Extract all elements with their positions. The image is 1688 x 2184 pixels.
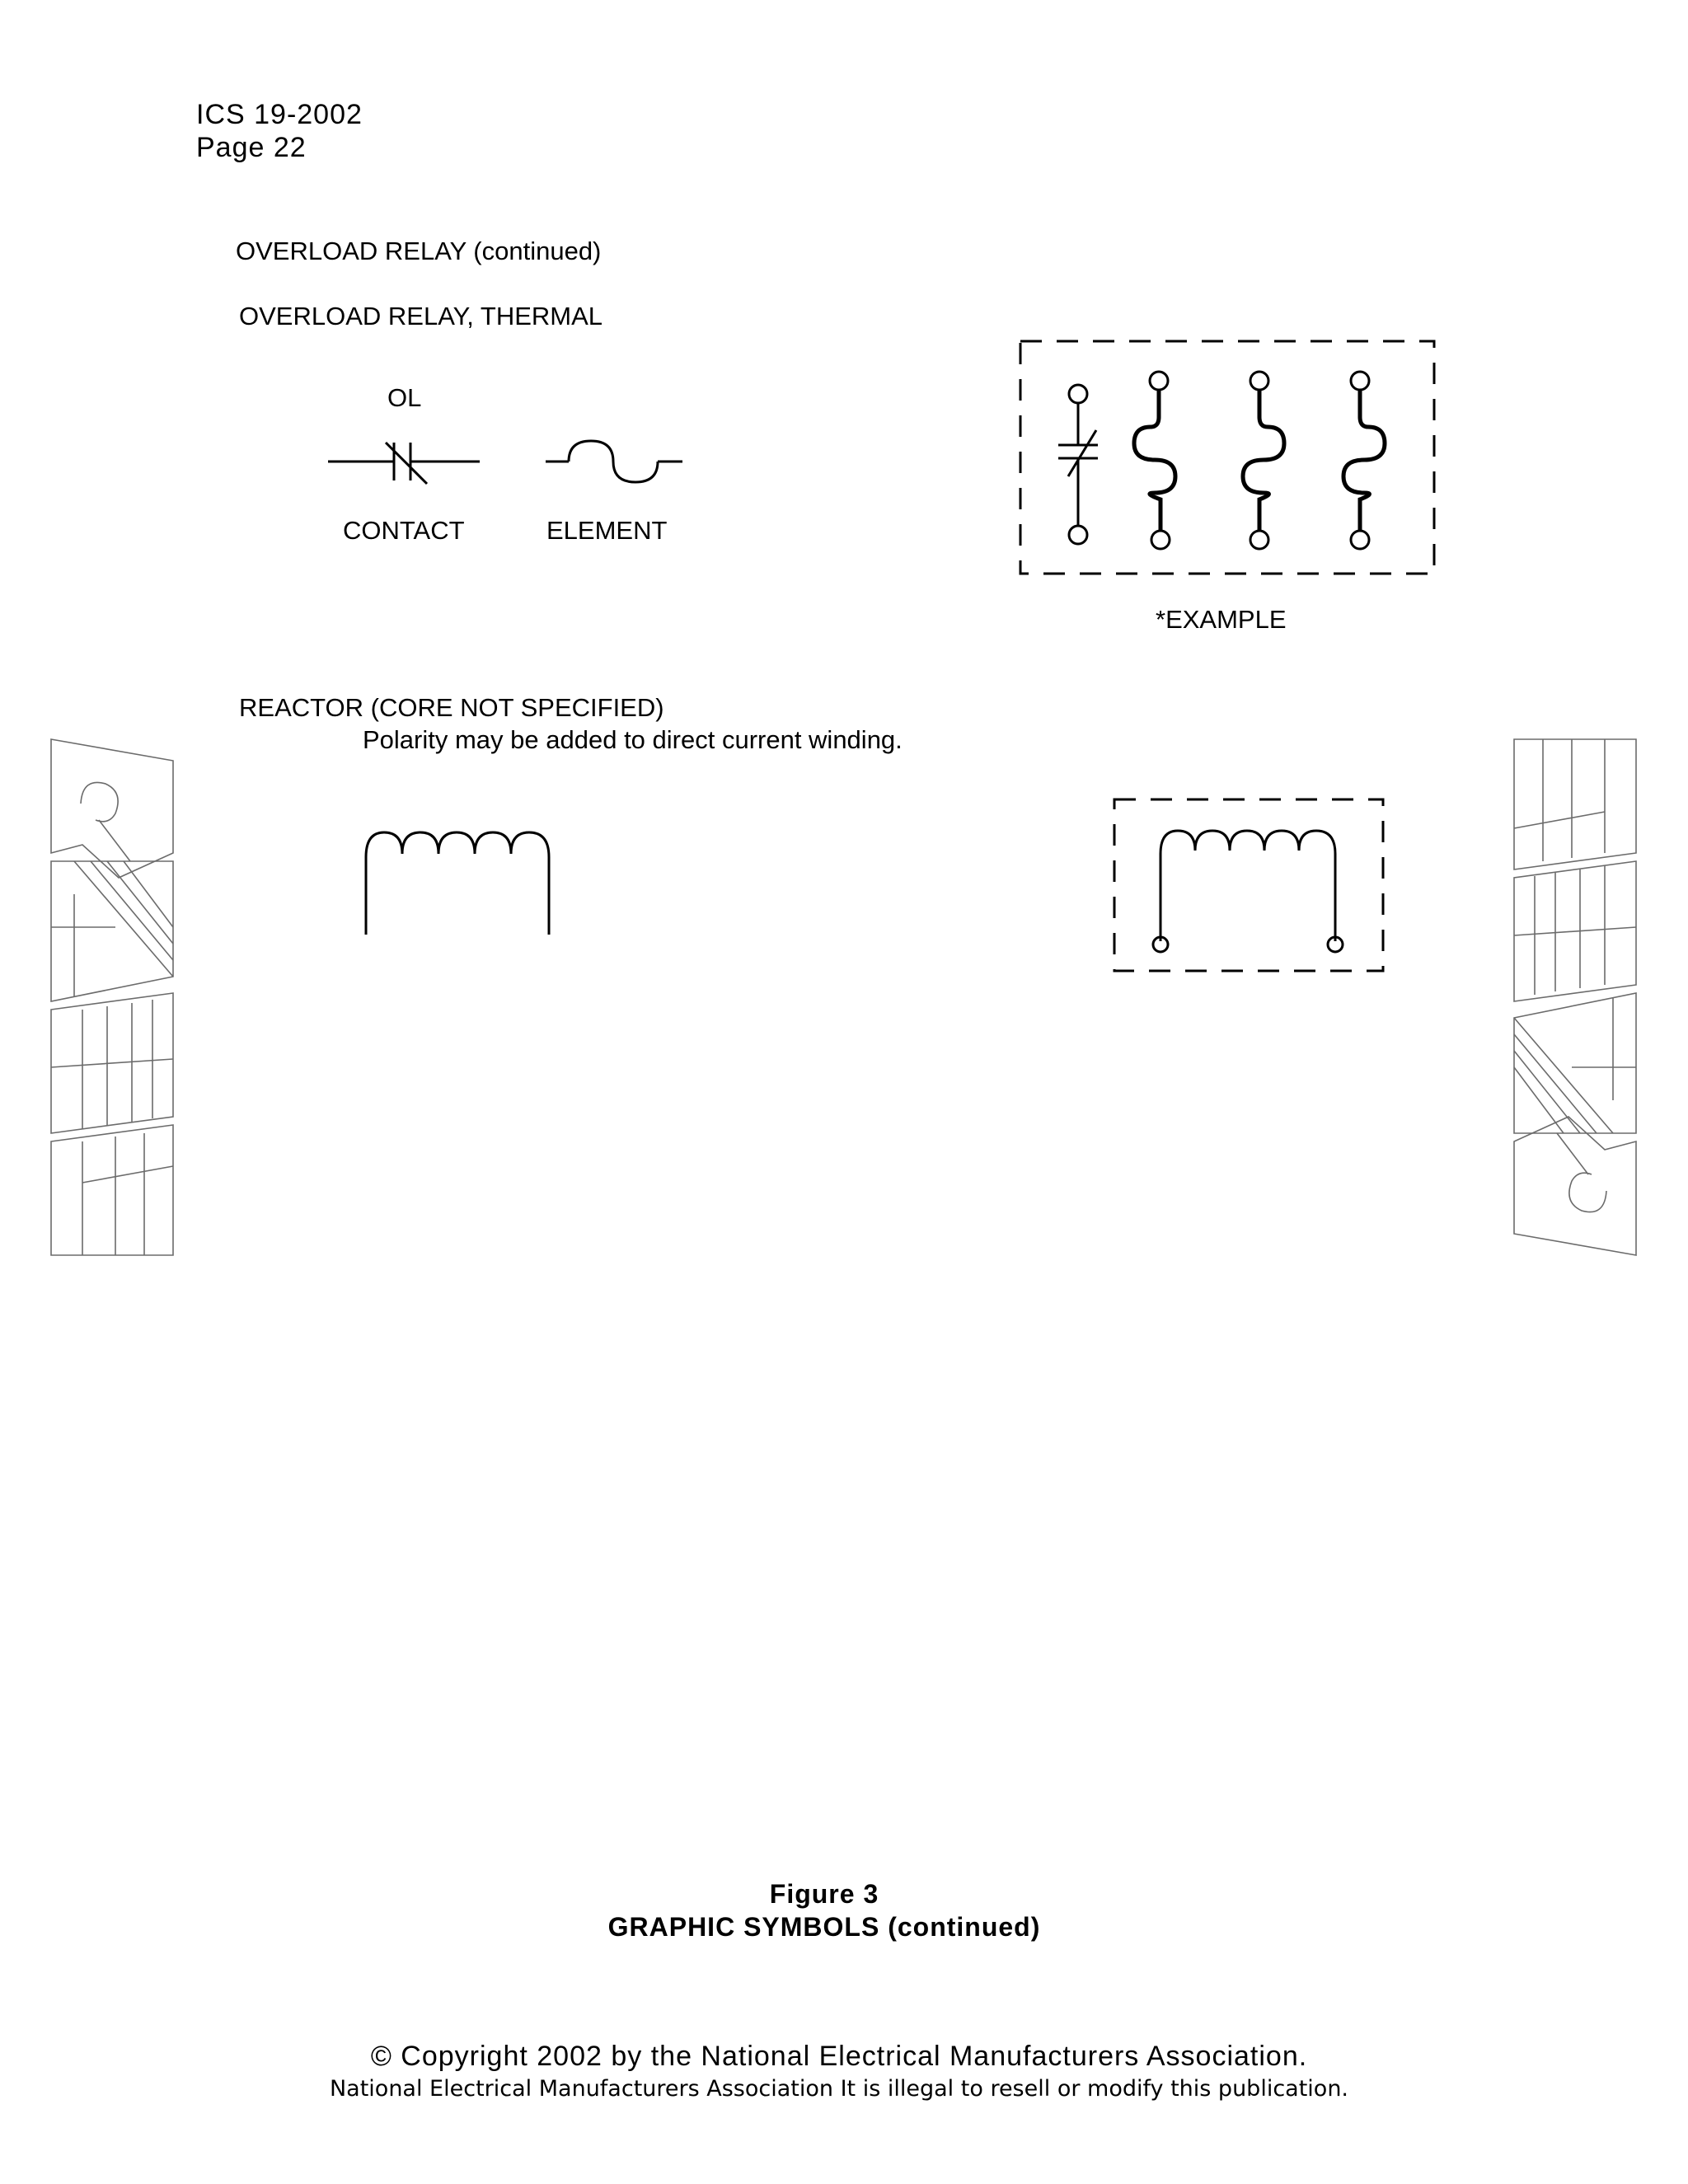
section-title-reactor: REACTOR (CORE NOT SPECIFIED) (239, 693, 664, 722)
example-contact (1058, 385, 1098, 544)
overload-example-diagram (1019, 338, 1437, 579)
example-element-3 (1343, 372, 1385, 549)
copyright-line: © Copyright 2002 by the National Electrical Manufacturers Association. (370, 2041, 1308, 2072)
reactor-example-diagram (1113, 796, 1386, 976)
element-label: ELEMENT (546, 516, 668, 545)
standard-number: ICS 19-2002 (196, 99, 363, 130)
nema-watermark-right (1512, 738, 1638, 1257)
page-number: Page 22 (196, 132, 307, 163)
resale-notice: National Electrical Manufacturers Association It is illegal to resell or modify this publication. (329, 2076, 1349, 2102)
contact-label: CONTACT (343, 516, 465, 545)
example-element-2 (1243, 372, 1284, 549)
overload-element-symbol (546, 437, 682, 486)
ol-label: OL (387, 383, 422, 412)
reactor-coil-symbol (363, 824, 554, 936)
reactor-note: Polarity may be added to direct current winding. (363, 725, 903, 754)
nema-watermark-left (49, 738, 175, 1257)
example-label: *EXAMPLE (1156, 605, 1287, 634)
example-element-1 (1134, 372, 1175, 549)
figure-number: Figure 3 (769, 1879, 879, 1909)
section-subtitle-thermal: OVERLOAD RELAY, THERMAL (239, 302, 603, 330)
section-title-overload: OVERLOAD RELAY (continued) (236, 237, 602, 265)
figure-caption: GRAPHIC SYMBOLS (continued) (607, 1912, 1041, 1942)
overload-contact-symbol (328, 433, 481, 490)
